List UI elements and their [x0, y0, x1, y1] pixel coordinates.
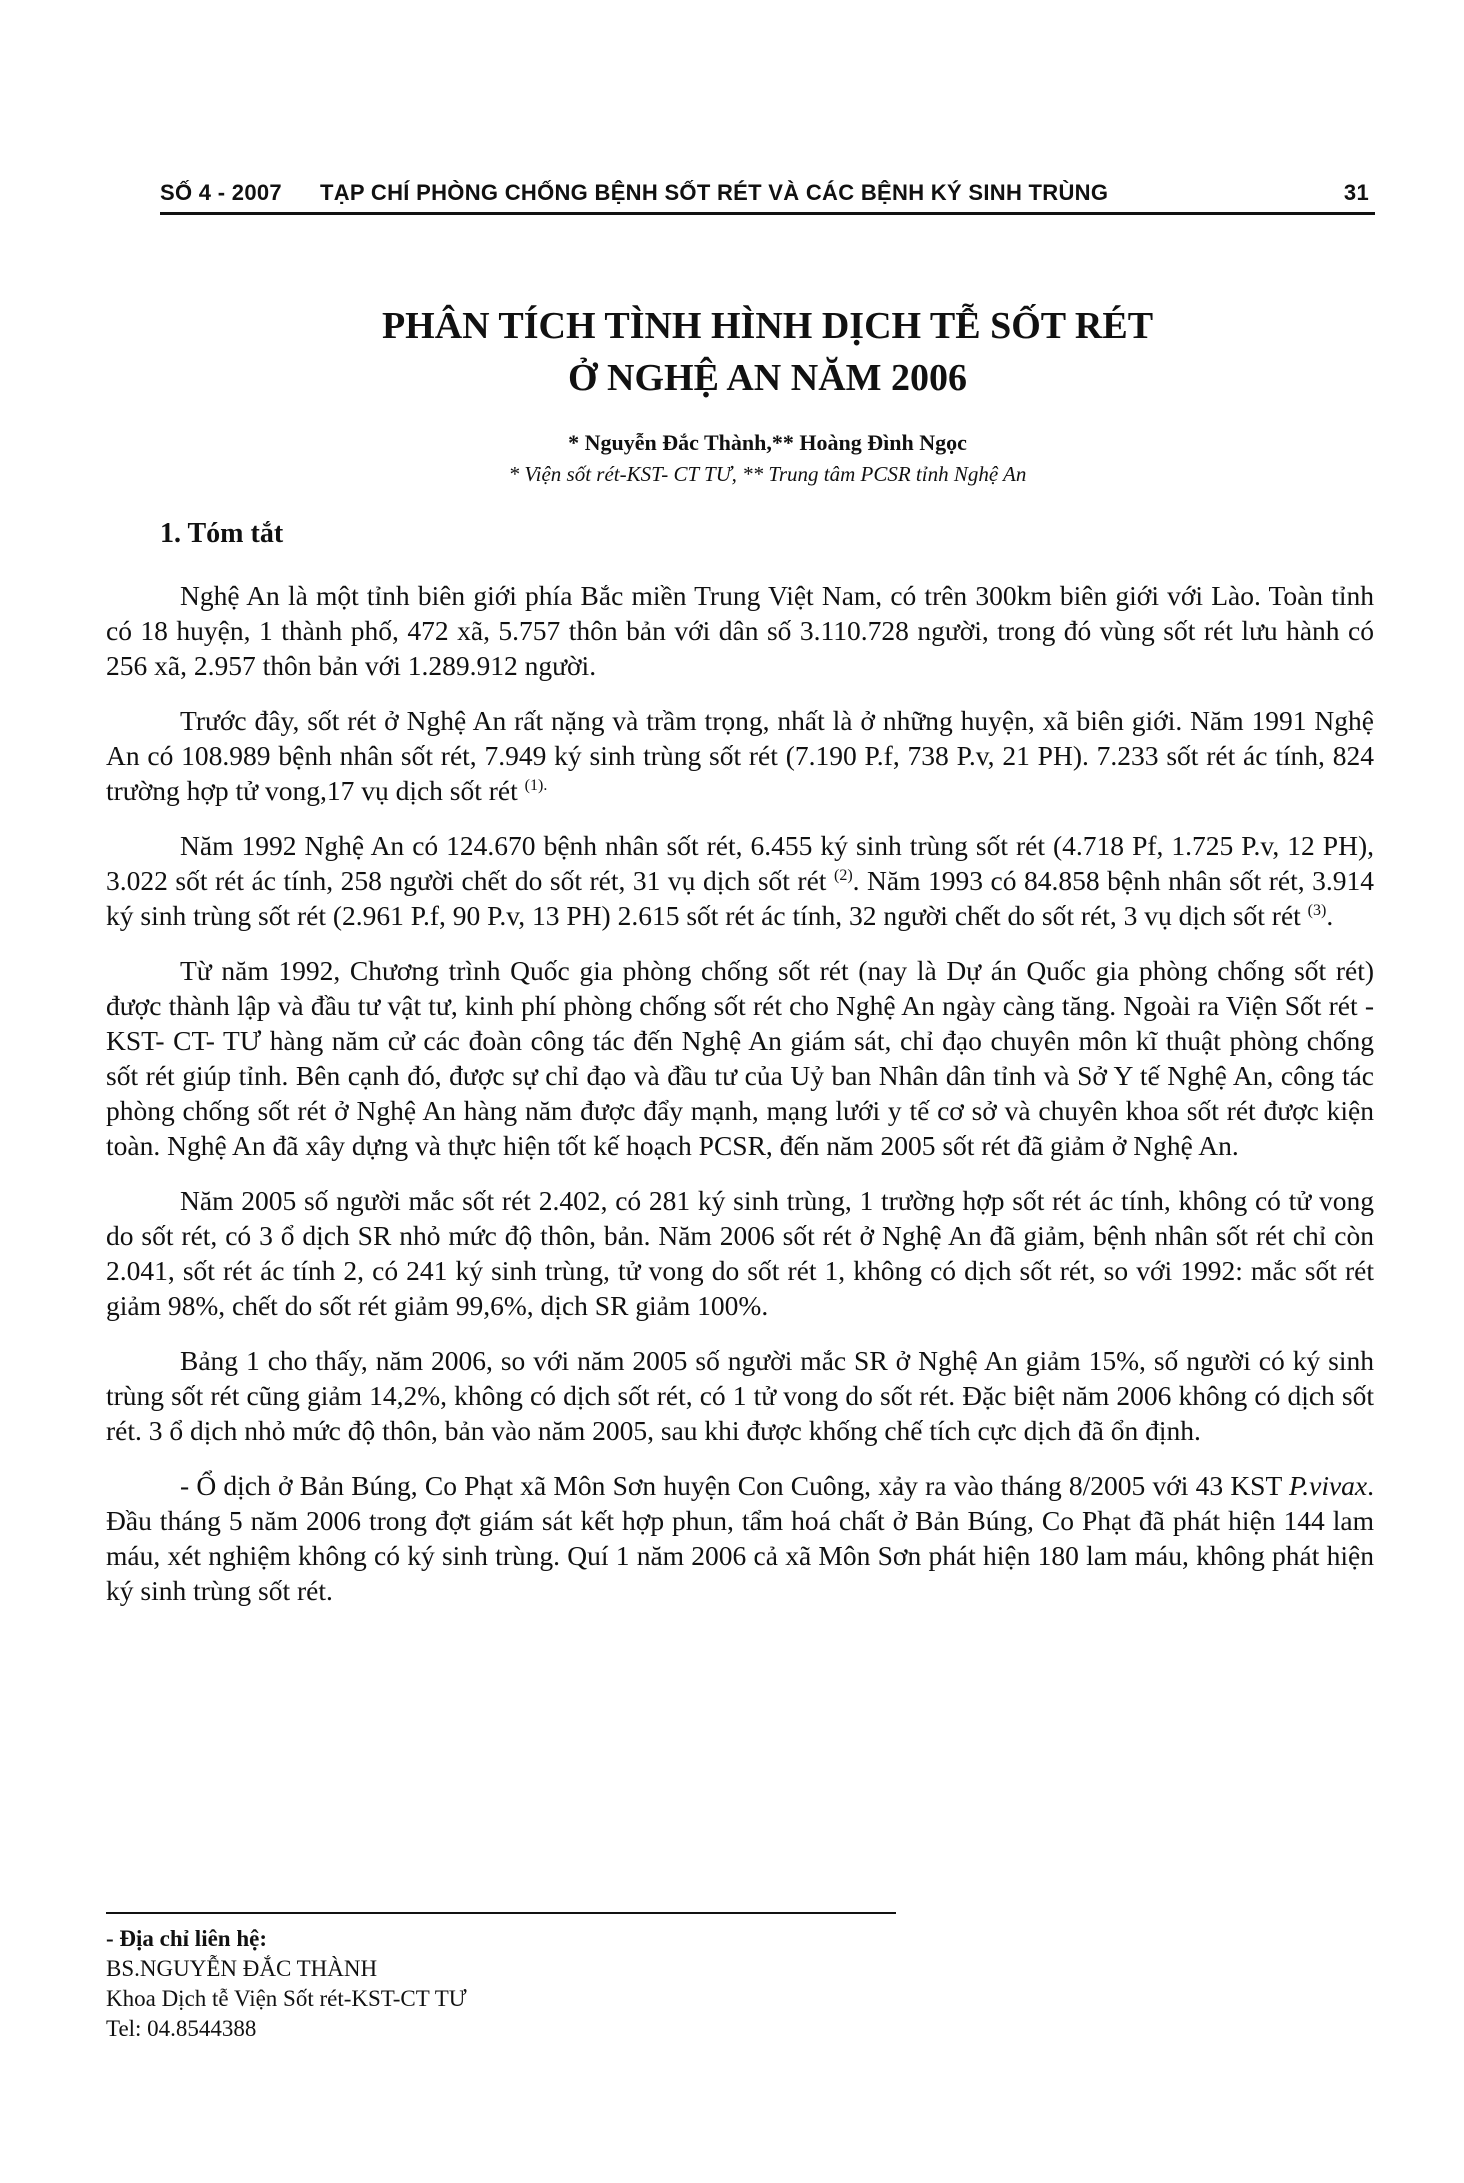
species-name: P.vivax [1288, 1470, 1368, 1501]
contact-label: - Địa chỉ liên hệ: [106, 1926, 267, 1951]
paragraph-text: . Đầu tháng 5 năm 2006 trong đợt giám sát kết hợp phun, tẩm hoá chất ở Bản Búng, Co Phạt đã phát hiện 144 lam máu, xét nghiệm không có ký sinh trùng. Quí 1 năm 2006 cả xã Môn Sơn phát hiện 180 lam máu, không phát hiện ký sinh trùng sốt rét. [106, 1470, 1374, 1606]
contact-footnote [106, 1924, 906, 2044]
citation-ref: (1). [524, 776, 548, 794]
page-number: 31 [1343, 180, 1369, 205]
article-title-line1: PHÂN TÍCH TÌNH HÌNH DỊCH TỄ SỐT RÉT [381, 305, 1154, 347]
paragraph: Bảng 1 cho thấy, năm 2006, so với năm 2005 số người mắc SR ở Nghệ An giảm 15%, số người có ký sinh trùng sốt rét cũng giảm 14,2%, không có dịch sốt rét, có 1 tử vong do sốt rét. Đặc biệt năm 2006 không có dịch sốt rét. 3 ổ dịch nhỏ mức độ thôn, bản vào năm 2005, sau khi được khống chế tích cực dịch đã ổn định. [106, 1345, 1374, 1446]
paragraph-text: . [1326, 900, 1334, 931]
paragraph-text: - Ổ dịch ở Bản Búng, Co Phạt xã Môn Sơn huyện Con Cuông, xảy ra vào tháng 8/2005 với 43 KST [180, 1470, 1289, 1501]
running-header [160, 172, 1375, 215]
paragraph [106, 1468, 1374, 1608]
paragraph: Năm 2005 số người mắc sốt rét 2.402, có 281 ký sinh trùng, 1 trường hợp sốt rét ác tính, không có tử vong do sốt rét, có 3 ổ dịch SR nhỏ mức độ thôn, bản. Năm 2006 sốt rét ở Nghệ An đã giảm, bệnh nhân sốt rét chỉ còn 2.041, sốt rét ác tính 2, có 241 ký sinh trùng, tử vong do sốt rét 1, không có dịch sốt rét, so với 1992: mắc sốt rét giảm 98%, chết do sốt rét giảm 99,6%, dịch SR giảm 100%. [106, 1185, 1374, 1321]
section-heading: 1. Tóm tắt [160, 518, 284, 549]
article-title-line2: Ở NGHỆ AN NĂM 2006 [568, 357, 967, 399]
paragraph-text: . Năm 1993 có 84.858 bệnh nhân sốt rét, 3.914 ký sinh trùng sốt rét (2.961 P.f, 90 P.v, 13 PH) 2.615 sốt rét ác tính, 32 người chết do sốt rét, 3 vụ dịch sốt rét [106, 865, 1375, 931]
citation-ref: (2) [833, 866, 853, 884]
contact-phone: Tel: 04.8544388 [106, 2016, 257, 2041]
journal-title: TẠP CHÍ PHÒNG CHỐNG BỆNH SỐT RÉT VÀ CÁC BỆNH KÝ SINH TRÙNG [320, 180, 1109, 205]
author-list: * Nguyễn Đắc Thành,** Hoàng Đình Ngọc [568, 430, 967, 455]
citation-ref: (3) [1307, 901, 1327, 919]
paragraph-text: Năm 1992 Nghệ An có 124.670 bệnh nhân sốt rét, 6.455 ký sinh trùng sốt rét (4.718 Pf, 1.725 P.v, 12 PH), 3.022 sốt rét ác tính, 258 người chết do sốt rét, 31 vụ dịch sốt rét [106, 830, 1374, 896]
issue-number: SỐ 4 - 2007 [160, 180, 282, 205]
paragraph [106, 703, 1374, 808]
contact-department: Khoa Dịch tễ Viện Sốt rét-KST-CT TƯ [106, 1986, 467, 2011]
paragraph [106, 828, 1374, 933]
contact-name: BS.NGUYỄN ĐẮC THÀNH [106, 1956, 378, 1981]
paragraph: Từ năm 1992, Chương trình Quốc gia phòng chống sốt rét (nay là Dự án Quốc gia phòng chống sốt rét) được thành lập và đầu tư vật tư, kinh phí phòng chống sốt rét cho Nghệ An ngày càng tăng. Ngoài ra Viện Sốt rét - KST- CT- TƯ hàng năm cử các đoàn công tác đến Nghệ An giám sát, chỉ đạo chuyên môn kĩ thuật phòng chống sốt rét giúp tỉnh. Bên cạnh đó, được sự chỉ đạo và đầu tư của Uỷ ban Nhân dân tỉnh và Sở Y tế Nghệ An, công tác phòng chống sốt rét ở Nghệ An hàng năm được đẩy mạnh, mạng lưới y tế cơ sở và chuyên khoa sốt rét được kiện toàn. Nghệ An đã xây dựng và thực hiện tốt kế hoạch PCSR, đến năm 2005 sốt rét đã giảm ở Nghệ An. [106, 955, 1374, 1161]
author-affiliations: * Viện sốt rét-KST- CT TƯ, ** Trung tâm PCSR tỉnh Nghệ An [508, 462, 1027, 486]
footnote-divider [106, 1912, 896, 1914]
paragraph: Nghệ An là một tỉnh biên giới phía Bắc miền Trung Việt Nam, có trên 300km biên giới với Lào. Toàn tỉnh có 18 huyện, 1 thành phố, 472 xã, 5.757 thôn bản với dân số 3.110.728 người, trong đó vùng sốt rét lưu hành có 256 xã, 2.957 thôn bản với 1.289.912 người. [106, 580, 1374, 681]
paragraph-text: Trước đây, sốt rét ở Nghệ An rất nặng và trầm trọng, nhất là ở những huyện, xã biên giới. Năm 1991 Nghệ An có 108.989 bệnh nhân sốt rét, 7.949 ký sinh trùng sốt rét (7.190 P.f, 738 P.v, 21 PH). 7.233 sốt rét ác tính, 824 trường hợp tử vong,17 vụ dịch sốt rét [106, 705, 1374, 806]
article-body [106, 578, 1374, 1628]
